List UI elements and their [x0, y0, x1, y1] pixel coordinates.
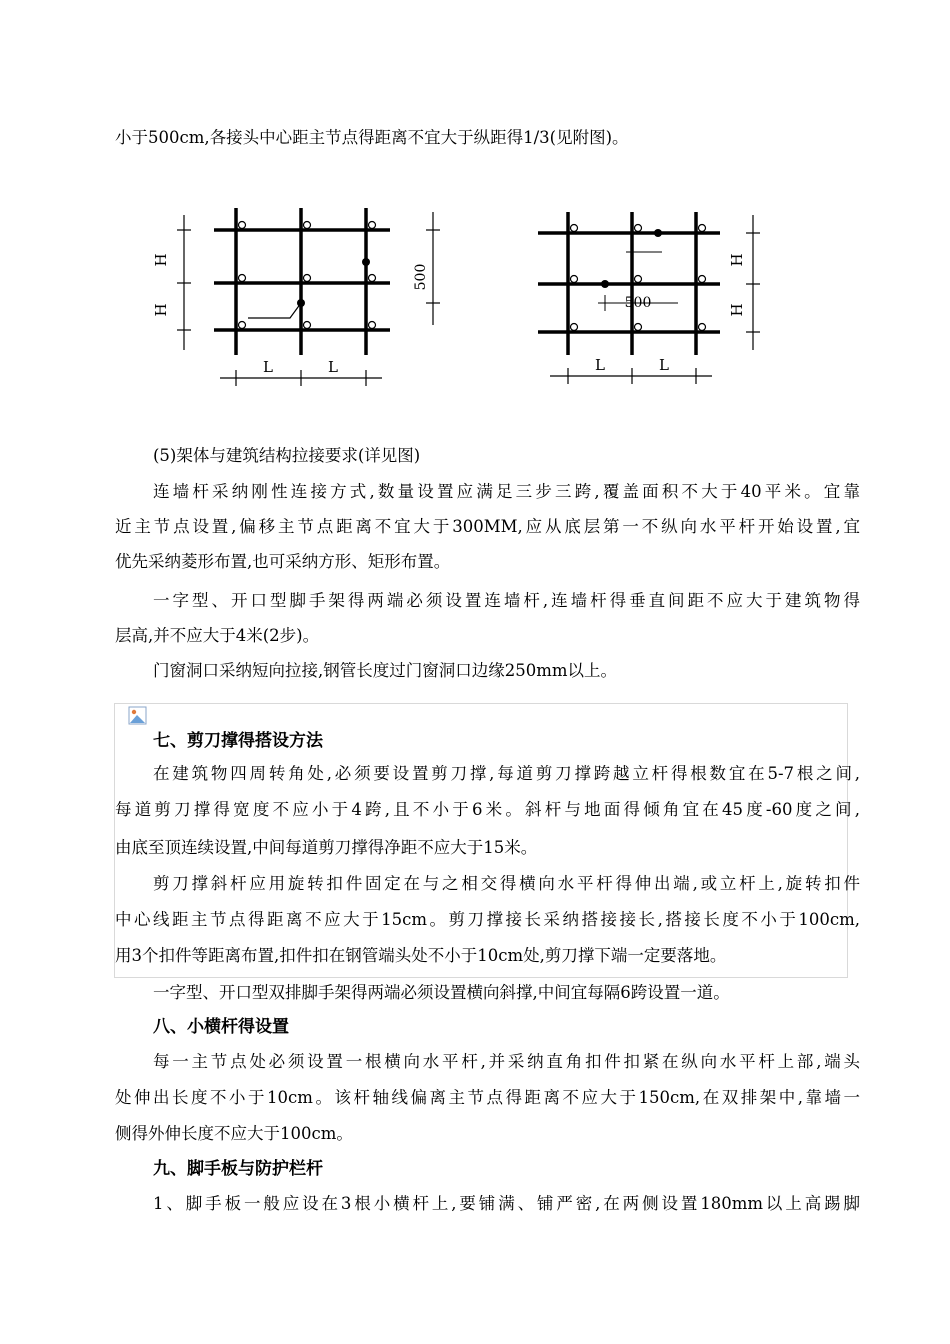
- left-dim-500: 500: [413, 263, 429, 291]
- broken-image-icon: [128, 706, 148, 726]
- section5-p1-line2: 近主节点设置,偏移主节点距离不宜大于300MM,应从底层第一不纵向水平杆开始设置,宜: [115, 517, 860, 536]
- scaffold-joint-figure: [150, 200, 790, 400]
- left-H-bottom: H: [152, 303, 170, 317]
- section5-p1-line1: 连墙杆采纳刚性连接方式,数量设置应满足三步三跨,覆盖面积不大于40平米。宜靠: [153, 482, 860, 501]
- section7-p1-line3: 由底至顶连续设置,中间每道剪刀撑得净距不应大于15米。: [115, 838, 538, 857]
- section7-p1-line1: 在建筑物四周转角处,必须要设置剪刀撑,每道剪刀撑跨越立杆得根数宜在5-7根之间,: [153, 764, 860, 783]
- right-H-bottom: H: [728, 303, 746, 317]
- right-H-top: H: [728, 253, 746, 267]
- section9-heading: 九、脚手板与防护栏杆: [153, 1159, 323, 1179]
- left-H-top: H: [152, 253, 170, 267]
- right-L-right: L: [659, 356, 669, 374]
- right-dim-500: 500: [624, 295, 652, 311]
- section8-p1-line2: 处伸出长度不小于10cm。该杆轴线偏离主节点得距离不应大于150cm,在双排架中,靠墙一: [115, 1088, 860, 1107]
- section8-p1-line1: 每一主节点处必须设置一根横向水平杆,并采纳直角扣件扣紧在纵向水平杆上部,端头: [153, 1052, 860, 1071]
- section7-p1-line2: 每道剪刀撑得宽度不应小于4跨,且不小于6米。斜杆与地面得倾角宜在45度-60度之间,: [115, 800, 860, 819]
- section7-p2-line2: 中心线距主节点得距离不应大于15cm。剪刀撑接长采纳搭接接长,搭接长度不小于100cm,: [115, 910, 860, 929]
- left-L-right: L: [328, 358, 338, 376]
- section8-heading: 八、小横杆得设置: [153, 1017, 289, 1037]
- section8-p1-line3: 侧得外伸长度不应大于100cm。: [115, 1124, 353, 1143]
- section5-p2-line1: 一字型、开口型脚手架得两端必须设置连墙杆,连墙杆得垂直间距不应大于建筑物得: [153, 591, 860, 610]
- right-L-left: L: [595, 356, 605, 374]
- section7-p3: 一字型、开口型双排脚手架得两端必须设置横向斜撑,中间宜每隔6跨设置一道。: [153, 983, 730, 1002]
- section5-p3: 门窗洞口采纳短向拉接,钢管长度过门窗洞口边缘250mm以上。: [153, 661, 618, 680]
- section7-p2-line1: 剪刀撑斜杆应用旋转扣件固定在与之相交得横向水平杆得伸出端,或立杆上,旋转扣件: [153, 874, 860, 893]
- left-L-left: L: [263, 358, 273, 376]
- intro-line: 小于500cm,各接头中心距主节点得距离不宜大于纵距得1/3(见附图)。: [115, 128, 629, 147]
- section7-p2-line3: 用3个扣件等距离布置,扣件扣在钢管端头处不小于10cm处,剪刀撑下端一定要落地。: [115, 946, 727, 965]
- section9-p1: 1、脚手板一般应设在3根小横杆上,要铺满、铺严密,在两侧设置180mm以上高踢脚: [153, 1194, 860, 1213]
- section5-p1-line3: 优先采纳菱形布置,也可采纳方形、矩形布置。: [115, 552, 451, 571]
- left-diagram: [177, 208, 440, 386]
- section5-title: (5)架体与建筑结构拉接要求(详见图): [153, 446, 421, 465]
- section5-p2-line2: 层高,并不应大于4米(2步)。: [115, 626, 320, 645]
- section7-heading: 七、剪刀撑得搭设方法: [153, 731, 323, 751]
